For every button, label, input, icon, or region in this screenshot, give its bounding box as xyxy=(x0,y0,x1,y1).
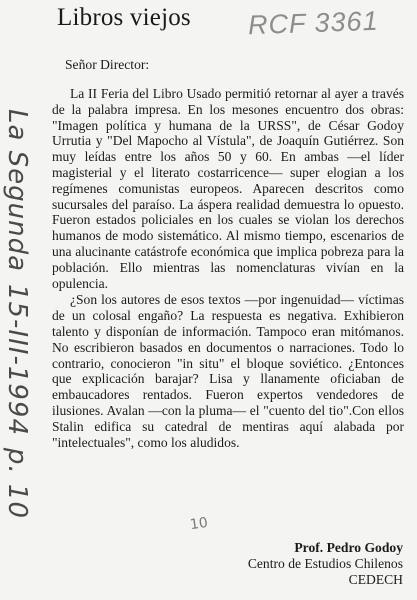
article-title: Libros viejos xyxy=(57,4,191,31)
signature-name: Prof. Pedro Godoy xyxy=(294,540,403,555)
handwritten-margin-note xyxy=(4,109,32,519)
margin-note-date: 15-III-1994 xyxy=(2,283,32,436)
handwritten-mark: 10 xyxy=(188,514,209,534)
letter-body xyxy=(52,86,404,450)
signature-acronym: CEDECH xyxy=(348,572,403,587)
margin-note-source: La Segunda xyxy=(2,109,32,273)
archive-stamp: RCF 3361 xyxy=(247,5,380,41)
margin-note-page: p. 10 xyxy=(2,447,32,519)
letter-paragraph-1: La II Feria del Libro Usado permitió retornar al ayer a través de la palabra impresa. En los mesones encuentro dos obras: "Imagen política y humana de la URSS", de César Godoy Urrutia y "Del Mapocho al Vístula", de Joaquín Gutiérrez. Son muy leídas entre los años 50 y 60. En ambas —el líder magisterial y el literato costarricence— super elogian a los regímenes comunistas europeos. Aparecen descritos como sucursales del paraíso. La áspera realidad demuestra lo opuesto. Fueron estados policiales en los cuales se violan los derechos humanos de modo sistemático. Al mismo tiempo, escenarios de una alucinante catástrofe económica que implica pobreza para la población. Ello mientras las nomenclaturas vivían en la opulencia. xyxy=(52,86,404,291)
letter-paragraph-2: ¿Son los autores de esos textos —por ingenuidad— víctimas de un colosal engaño? La respuesta es negativa. Exhibieron talento y disponían de información. Tampoco eran mitómanos. No escribieron basados en documentos o narraciones. Todo lo contrario, conocieron "in situ" el bloque soviético. ¿Entonces que explicación barajar? Lisa y llanamente oficiaban de embaucadores rentados. Fueron expertos vendedores de ilusiones. Avalan —con la pluma— el "cuento del tio".Con ellos Stalin edifica su catedral de mentiras aquí alabada por "intelectuales", como los aludidos. xyxy=(52,292,404,450)
letter-salutation: Señor Director: xyxy=(65,57,150,72)
signature-institution: Centro de Estudios Chilenos xyxy=(247,556,403,571)
signature-block xyxy=(248,540,403,588)
